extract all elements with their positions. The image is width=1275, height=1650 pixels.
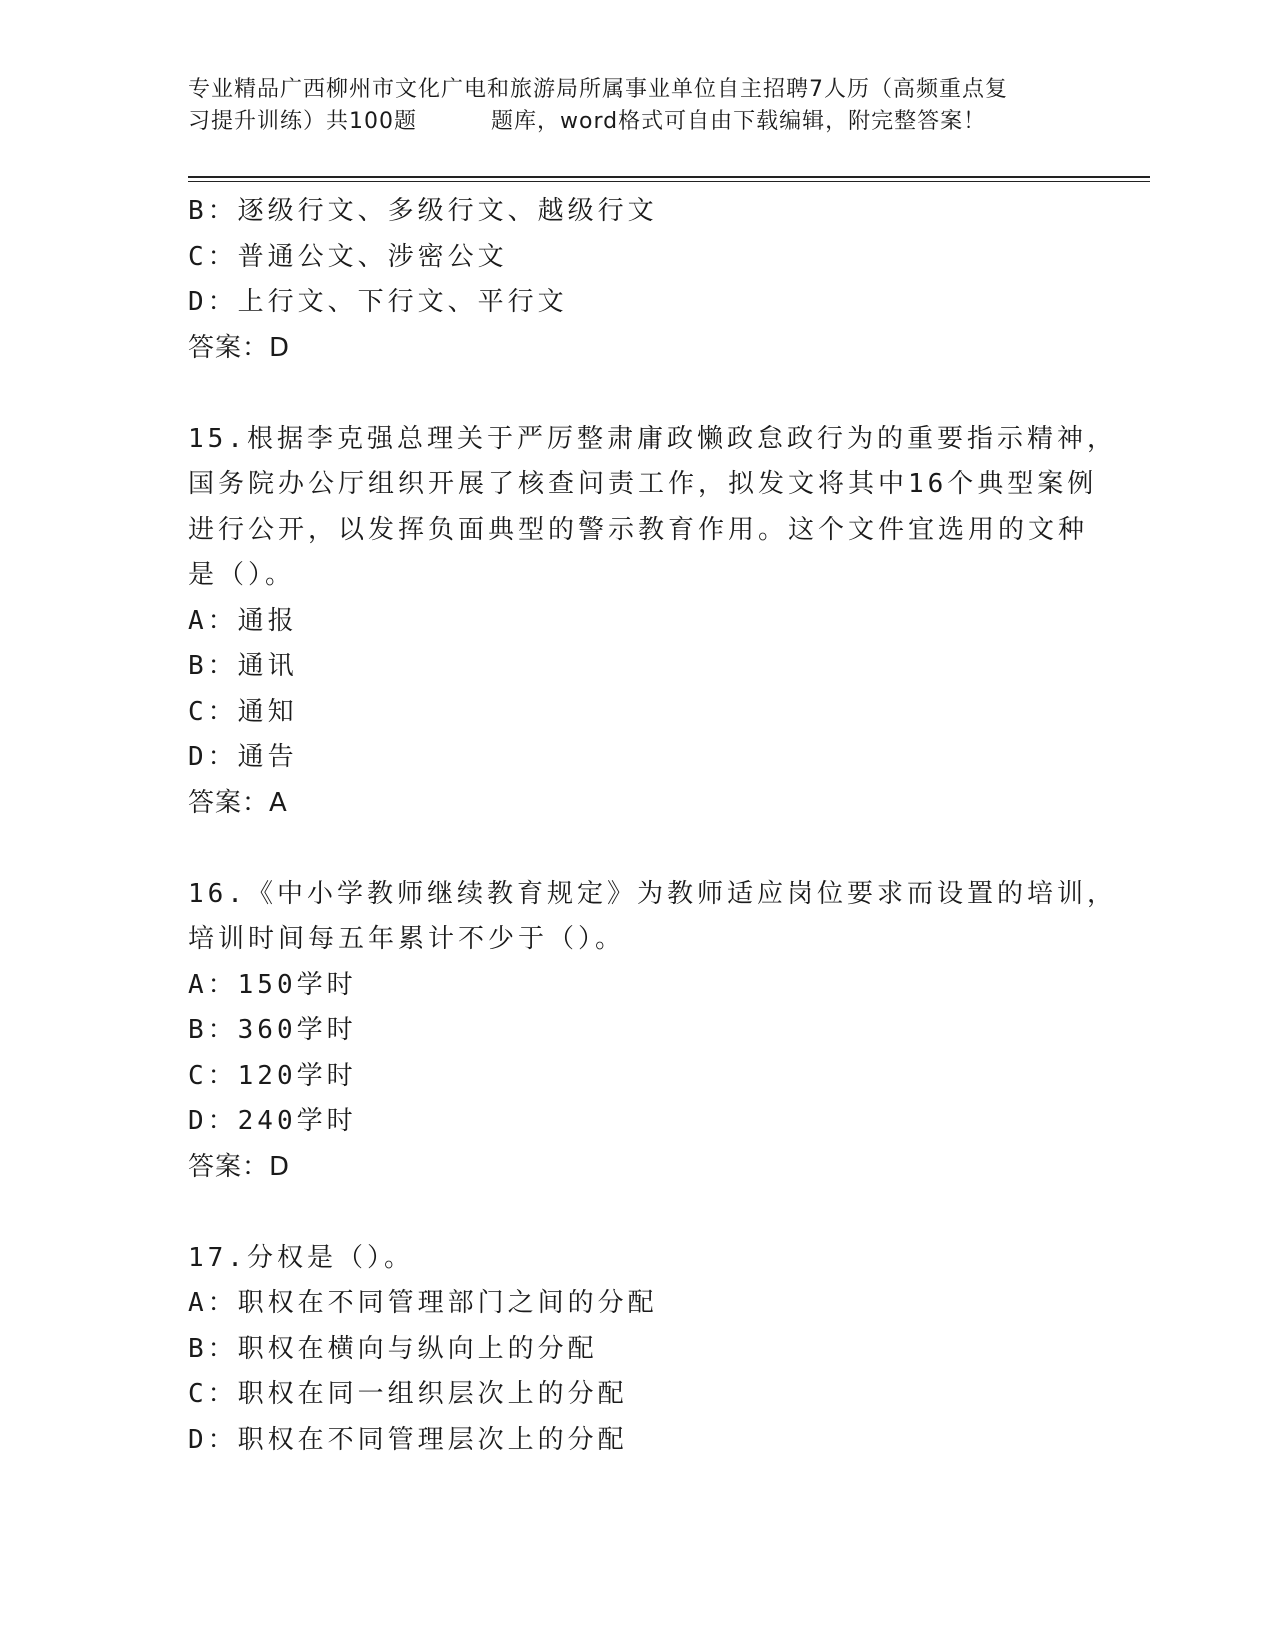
question-stem-line: 16.《中小学教师继续教育规定》为教师适应岗位要求而设置的培训， xyxy=(188,878,1117,909)
header-rule-thick xyxy=(188,176,1150,178)
option-c: C：120学时 xyxy=(188,1060,357,1091)
option-a: A：职权在不同管理部门之间的分配 xyxy=(188,1288,658,1318)
option-b: B：360学时 xyxy=(188,1015,357,1045)
question-stem-line: 国务院办公厅组织开展了核查问责工作，拟发文将其中16个典型案例 xyxy=(188,469,1098,499)
option-c: C：职权在同一组织层次上的分配 xyxy=(188,1379,628,1409)
answer-line: 答案：A xyxy=(188,787,288,818)
option-a: A：150学时 xyxy=(188,969,357,1000)
question-stem-line: 进行公开，以发挥负面典型的警示教育作用。这个文件宜选用的文种 xyxy=(188,514,1089,545)
option-d: D：240学时 xyxy=(188,1106,357,1136)
option-c: C：普通公文、涉密公文 xyxy=(188,241,508,272)
option-b: B：通讯 xyxy=(188,651,298,681)
question-stem-line: 17.分权是（）。 xyxy=(188,1242,414,1273)
question-block-17 xyxy=(188,1236,1088,1464)
question-stem-line: 培训时间每五年累计不少于（）。 xyxy=(188,924,626,954)
question-stem-line: 15.根据李克强总理关于严厉整肃庸政懒政怠政行为的重要指示精神， xyxy=(188,423,1117,454)
option-c: C：通知 xyxy=(188,696,298,727)
option-d: D：职权在不同管理层次上的分配 xyxy=(188,1424,628,1455)
question-stem-line: 是（）。 xyxy=(188,560,296,590)
answer-line: 答案：D xyxy=(188,332,291,363)
option-d: D：通告 xyxy=(188,742,298,772)
question-block-15 xyxy=(188,417,1117,827)
header-line-2 xyxy=(188,106,1088,138)
option-b: B：逐级行文、多级行文、越级行文 xyxy=(188,196,658,226)
header-line-1: 专业精品广西柳州市文化广电和旅游局所属事业单位自主招聘7人历（高频重点复 xyxy=(188,77,1008,102)
header-line-2-part-b: 题库，word格式可自由下载编辑，附完整答案！ xyxy=(491,109,987,134)
option-d: D：上行文、下行文、平行文 xyxy=(188,287,568,317)
answer-line: 答案：D xyxy=(188,1151,291,1182)
question-block-14 xyxy=(188,189,1088,371)
option-b: B：职权在横向与纵向上的分配 xyxy=(188,1333,598,1364)
option-a: A：通报 xyxy=(188,605,298,636)
question-block-16 xyxy=(188,872,1117,1191)
document-header xyxy=(188,74,1088,138)
document-content xyxy=(188,189,1117,1463)
header-rule-thin xyxy=(188,181,1150,182)
header-line-2-part-a: 习提升训练）共100题 xyxy=(188,109,417,134)
